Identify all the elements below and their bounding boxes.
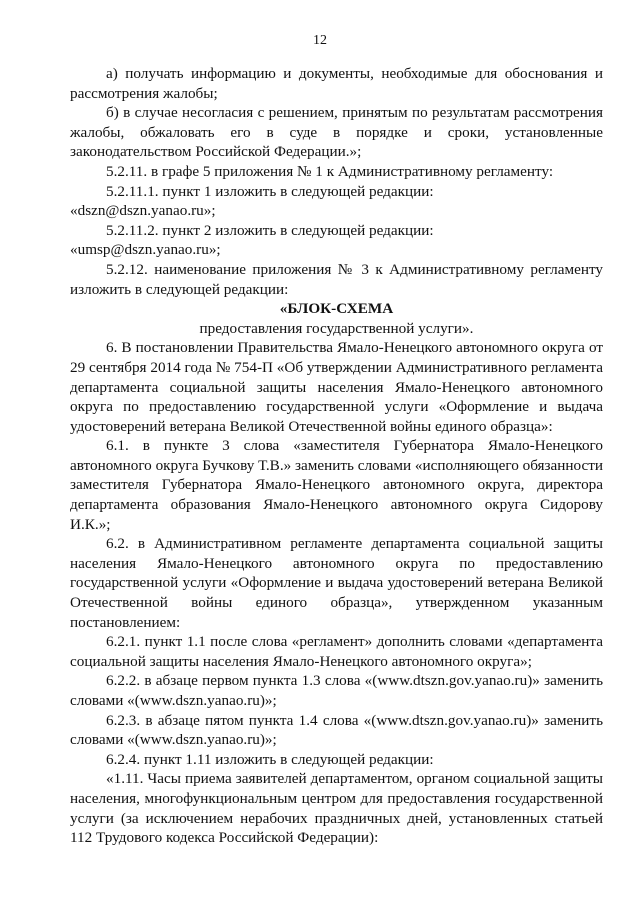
paragraph-6-2-3: 6.2.3. в абзаце пятом пункта 1.4 слова «(www.dtszn.gov.yanao.ru)» заменить словами «(www.dszn.yanao.ru)»; <box>70 711 603 749</box>
paragraph-6-2-4: 6.2.4. пункт 1.11 изложить в следующей редакции: <box>106 750 434 768</box>
email-dszn: «dszn@dszn.yanao.ru»; <box>70 202 216 220</box>
paragraph-6-1: 6.1. в пункте 3 слова «заместителя Губернатора Ямало-Ненецкого автономного округа Бучкову Т.В.» заменить словами «исполняющего обязанности заместителя Губернатора Ямало-Ненецкого автономного округа, директора департамента образования Ямало-Ненецкого автономного округа Сидорову И.К.»; <box>70 437 603 533</box>
paragraph-a: а) получать информацию и документы, необходимые для обоснования и рассмотрения жалобы; <box>70 65 603 102</box>
paragraph-6-2: 6.2. в Административном регламенте департамента социальной защиты населения Ямало-Ненецкого автономного округа по предоставлению государственной услуги «Оформление и выдача удостоверений ветерана Великой Отечественной войны единого образца», утвержденном указанным постановлением: <box>70 535 603 631</box>
email-umsp: «umsp@dszn.yanao.ru»; <box>70 241 221 259</box>
paragraph-6: 6. В постановлении Правительства Ямало-Ненецкого автономного округа от 29 сентября 2014 года № 754-П «Об утверждении Административного регламента департамента социальной защиты населения Ямало-Ненецкого автономного округа по предоставлению государственной услуги «Оформление и выдача удостоверений ветерана Великой Отечественной войны единого образца»: <box>70 339 603 435</box>
document-body <box>70 64 603 848</box>
section-subheading: предоставления государственной услуги». <box>199 319 474 337</box>
paragraph-5-2-11-2: 5.2.11.2. пункт 2 изложить в следующей редакции: <box>106 221 434 239</box>
page-number: 12 <box>313 33 327 48</box>
paragraph-5-2-12: 5.2.12. наименование приложения № 3 к Административному регламенту изложить в следующей редакции: <box>70 260 603 298</box>
section-heading: «БЛОК-СХЕМА <box>279 300 394 318</box>
paragraph-5-2-11-1: 5.2.11.1. пункт 1 изложить в следующей редакции: <box>106 182 434 200</box>
paragraph-1-11: «1.11. Часы приема заявителей департаментом, органом социальной защиты населения, многофункциональным центром для предоставления государственной услуги (за исключением нерабочих праздничных дней, установленных статьей 112 Трудового кодекса Российской Федерации): <box>70 770 603 847</box>
paragraph-5-2-11: 5.2.11. в графе 5 приложения № 1 к Административному регламенту: <box>106 162 554 180</box>
paragraph-6-2-1: 6.2.1. пункт 1.1 после слова «регламент» дополнить словами «департамента социальной защиты населения Ямало-Ненецкого автономного округа»; <box>70 633 603 670</box>
paragraph-b: б) в случае несогласия с решением, принятым по результатам рассмотрения жалобы, обжаловать его в суде в порядке и сроки, установленные законодательством Российской Федерации.»; <box>70 104 603 161</box>
paragraph-6-2-2: 6.2.2. в абзаце первом пункта 1.3 слова «(www.dtszn.gov.yanao.ru)» заменить словами «(www.dszn.yanao.ru)»; <box>70 672 603 709</box>
